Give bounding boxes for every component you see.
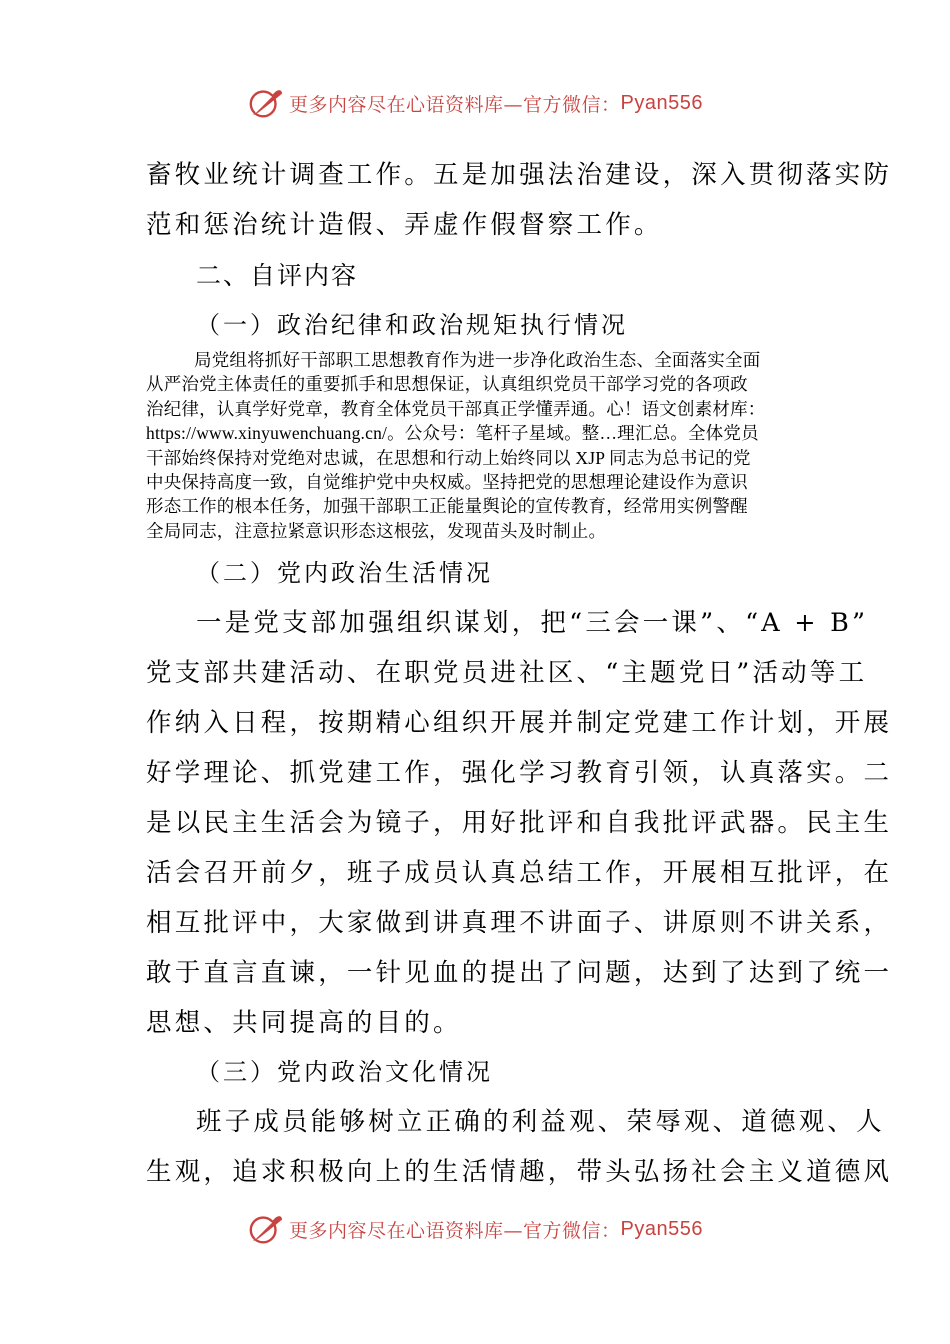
watermark-text: 更多内容尽在心语资料库—官方微信： <box>289 1219 621 1242</box>
paragraph-line: 党支部共建活动、在职党员进社区、“主题党日”活动等工 <box>146 658 868 688</box>
body-line: 从严治党主体责任的重要抓手和思想保证，认真组织党员干部学习党的各项政 <box>146 374 748 395</box>
paragraph-line: 一是党支部加强组织谋划，把“三会一课”、“A + B” <box>196 608 869 638</box>
paragraph-line: 生观，追求积极向上的生活情趣，带头弘扬社会主义道德风 <box>146 1157 893 1187</box>
subsection-heading-3: （三）党内政治文化情况 <box>196 1058 493 1086</box>
quill-logo-icon <box>247 84 285 122</box>
body-line: 治纪律，认真学好党章，教育全体党员干部真正学懂弄通。心！语文创素材库： <box>146 398 766 419</box>
paragraph-line: 相互批评中，大家做到讲真理不讲面子、讲原则不讲关系， <box>146 908 893 938</box>
body-line: https://www.xinyuwenchuang.cn/。公众号：笔杆子星域。整…理汇总。全体党员 <box>146 423 759 444</box>
subsection-heading-1: （一）政治纪律和政治规矩执行情况 <box>196 311 628 339</box>
paragraph-line: 是以民主生活会为镜子，用好批评和自我批评武器。民主生 <box>146 808 893 838</box>
paragraph-line: 范和惩治统计造假、弄虚作假督察工作。 <box>146 210 663 240</box>
watermark-text: 更多内容尽在心语资料库—官方微信： <box>289 93 621 116</box>
paragraph-line: 作纳入日程，按期精心组织开展并制定党建工作计划，开展 <box>146 708 893 738</box>
body-line: 中央保持高度一致，自觉维护党中央权威。坚持把党的思想理论建设作为意识 <box>146 472 748 493</box>
subsection-1-body <box>146 348 816 543</box>
watermark-banner-bottom <box>0 1209 950 1249</box>
paragraph-line: 活会召开前夕，班子成员认真总结工作，开展相互批评，在 <box>146 858 893 888</box>
paragraph-line: 敢于直言直谏，一针见血的提出了问题，达到了达到了统一 <box>146 958 893 988</box>
body-line: 干部始终保持对党绝对忠诚，在思想和行动上始终同以 XJP 同志为总书记的党 <box>146 447 751 468</box>
body-line: 全局同志，注意拉紧意识形态这根弦，发现苗头及时制止。 <box>146 520 607 541</box>
body-line: 局党组将抓好干部职工思想教育作为进一步净化政治生态、全面落实全面 <box>194 350 761 370</box>
paragraph-line: 好学理论、抓党建工作，强化学习教育引领，认真落实。二 <box>146 758 893 788</box>
paragraph-line: 班子成员能够树立正确的利益观、荣辱观、道德观、人 <box>196 1107 885 1137</box>
subsection-heading-2: （二）党内政治生活情况 <box>196 559 493 587</box>
paragraph-line: 思想、共同提高的目的。 <box>146 1008 462 1038</box>
body-line: 形态工作的根本任务，加强干部职工正能量舆论的宣传教育，经常用实例警醒 <box>146 496 748 517</box>
section-heading: 二、自评内容 <box>196 261 359 290</box>
quill-logo-icon <box>247 1210 285 1248</box>
watermark-wechat-id: Pyan556 <box>620 1217 703 1240</box>
paragraph-line: 畜牧业统计调查工作。五是加强法治建设，深入贯彻落实防 <box>146 160 893 190</box>
watermark-wechat-id: Pyan556 <box>620 91 703 114</box>
watermark-banner-top <box>0 83 950 123</box>
